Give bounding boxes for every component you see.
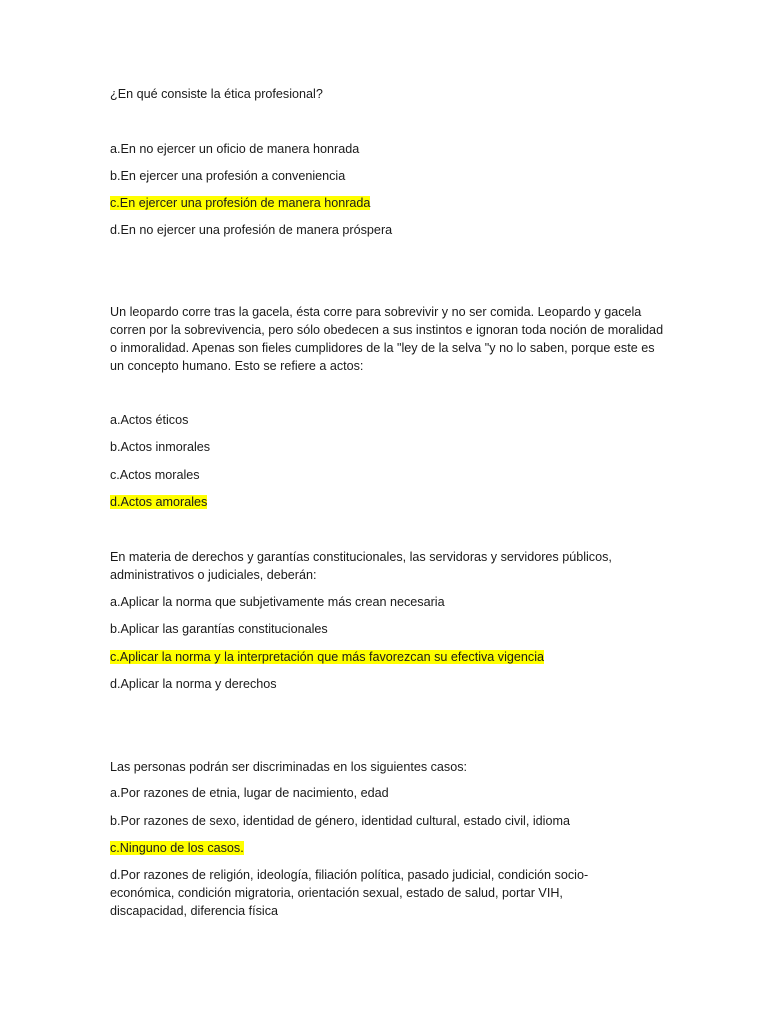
highlighted-answer: c.Ninguno de los casos. [110, 841, 244, 855]
question-2-option-a: a.Actos éticos [110, 413, 189, 427]
question-1-option-c [110, 194, 370, 212]
question-2-option-d [110, 493, 207, 511]
question-1-prompt: ¿En qué consiste la ética profesional? [110, 87, 323, 101]
question-3-option-c [110, 648, 544, 666]
question-3-option-b: b.Aplicar las garantías constitucionales [110, 622, 328, 636]
highlighted-answer: d.Actos amorales [110, 495, 208, 509]
question-4-option-b: b.Por razones de sexo, identidad de género, identidad cultural, estado civil, idioma [110, 814, 570, 828]
question-3-prompt: En materia de derechos y garantías constitucionales, las servidoras y servidores públicos, administrativos o judiciales, deberán: [110, 550, 612, 582]
question-2-prompt: Un leopardo corre tras la gacela, ésta corre para sobrevivir y no ser comida. Leopardo y gacela corren por la sobrevivencia, pero sólo obedecen a sus instintos e ignoran toda noción de moralidad o inmoralidad. Apenas son fieles cumplidores de la "ley de la selva "y no lo saben, porque este es un concepto humano. Esto se refiere a actos: [110, 305, 664, 373]
question-3-option-d: d.Aplicar la norma y derechos [110, 677, 277, 691]
question-3-option-a: a.Aplicar la norma que subjetivamente más crean necesaria [110, 595, 445, 609]
question-2-option-c: c.Actos morales [110, 468, 200, 482]
question-4-option-c [110, 839, 244, 857]
highlighted-answer: c.Aplicar la norma y la interpretación que más favorezcan su efectiva vigencia [110, 650, 544, 664]
question-4-option-d: d.Por razones de religión, ideología, filiación política, pasado judicial, condición socio-económica, condición migratoria, orientación sexual, estado de salud, portar VIH, discapacidad, diferencia física [110, 868, 589, 918]
question-1-option-a: a.En no ejercer un oficio de manera honrada [110, 142, 360, 156]
question-1-option-b: b.En ejercer una profesión a conveniencia [110, 169, 346, 183]
highlighted-answer: c.En ejercer una profesión de manera honrada [110, 196, 371, 210]
question-4-option-a: a.Por razones de etnia, lugar de nacimiento, edad [110, 786, 389, 800]
question-2-option-b: b.Actos inmorales [110, 440, 211, 454]
question-1-option-d: d.En no ejercer una profesión de manera próspera [110, 223, 393, 237]
question-4-prompt: Las personas podrán ser discriminadas en los siguientes casos: [110, 760, 468, 774]
